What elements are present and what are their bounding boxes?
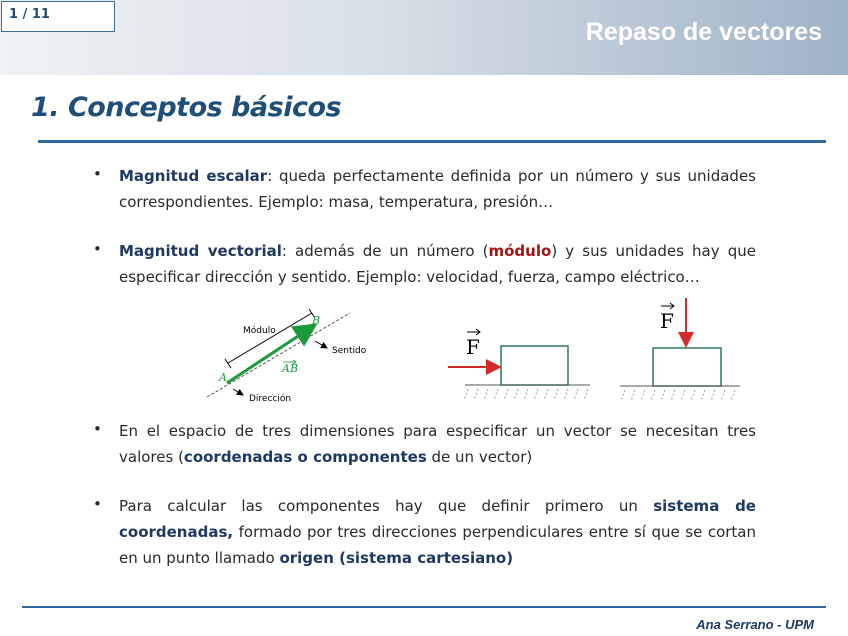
ground-hatch [621, 390, 735, 401]
bullet-text-part: Magnitud escalar [119, 167, 268, 185]
bullet-text-part: Para calcular las componentes hay que definir primero un [119, 497, 654, 515]
bullet-text-part: En el espacio de tres dimensiones para especificar un vector se necesitan tres valores ( [119, 422, 756, 466]
point-a-label: A [219, 371, 227, 384]
bullet-text-sistema [119, 493, 756, 571]
bullet-text-part: sistema de coordenadas, [119, 497, 756, 541]
block-box [501, 346, 568, 385]
footer-author: Ana Serrano - UPM [696, 617, 814, 632]
bullet-text-part: ) y sus unidades hay que especificar dirección y sentido. Ejemplo: velocidad, fuerza, campo eléctrico… [119, 242, 756, 286]
modulo-label: Módulo [243, 326, 276, 336]
direccion-label: Dirección [249, 394, 292, 404]
bullet-text-part: de un vector) [426, 448, 533, 466]
page-indicator: 1 / 11 [1, 1, 115, 32]
footer-rule [22, 606, 826, 608]
force-label: F [466, 335, 480, 359]
vector-diagram [195, 305, 370, 405]
bullet-text-escalar [119, 163, 756, 215]
sentido-label: Sentido [332, 346, 367, 356]
bullet-text-part: : además de un número ( [281, 242, 489, 260]
direction-line [207, 313, 350, 397]
bullet-text-part: formado por tres direcciones perpendiculares entre sí que se cortan en un punto llamado [119, 523, 756, 567]
bullet-icon: • [93, 420, 102, 438]
deck-title: Repaso de vectores [585, 18, 822, 46]
bullet-icon: • [93, 240, 102, 258]
title-underline [38, 140, 826, 143]
bullet-text-part: origen (sistema cartesiano) [279, 549, 514, 567]
bullet-text-part: : queda perfectamente definida por un número y sus unidades correspondientes. Ejemplo: masa, temperatura, presión… [119, 167, 756, 211]
bullet-icon: • [93, 495, 102, 513]
bullet-text-part: módulo [488, 242, 552, 260]
force-label: F [660, 309, 674, 333]
bullet-text-part: coordenadas o componentes [183, 448, 427, 466]
point-b-label: B [312, 314, 321, 327]
ground-hatch [464, 389, 588, 400]
bullet-text-espacio [119, 418, 756, 470]
vector-ab-label: AB [282, 362, 299, 375]
force-horizontal-diagram [440, 320, 595, 405]
bullet-text-vectorial [119, 238, 756, 290]
bullet-icon: • [93, 165, 102, 183]
section-title: 1. Conceptos básicos [31, 92, 342, 123]
bullet-text-part: Magnitud vectorial [119, 242, 282, 260]
force-vertical-diagram [615, 295, 745, 405]
block-box [653, 348, 721, 386]
